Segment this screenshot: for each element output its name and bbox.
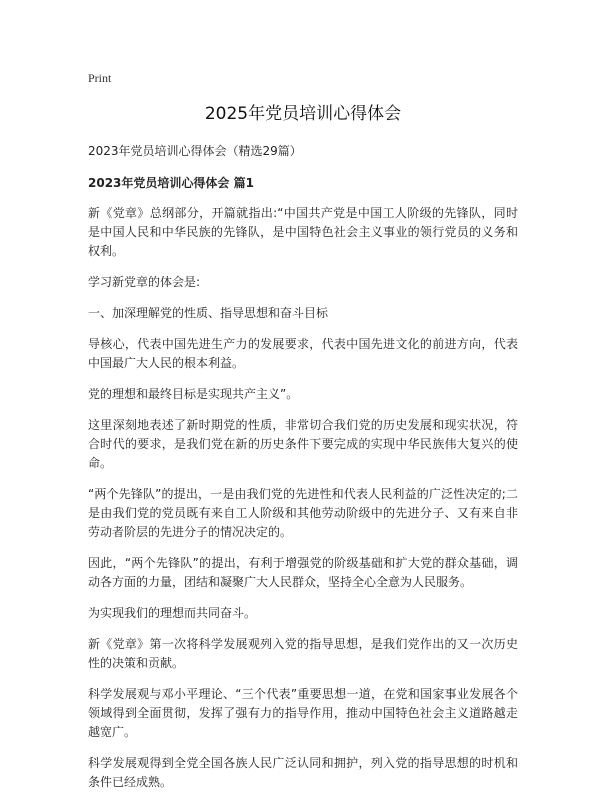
section-heading: 2023年党员培训心得体会 篇1 [88, 176, 254, 190]
paragraph: 新《党章》第一次将科学发展观列入党的指导思想，是我们党作出的又一次历史性的决策和贡献。 [88, 637, 518, 670]
paragraph: 科学发展观得到全党全国各族人民广泛认同和拥护，列入党的指导思想的时机和条件已经成熟。 [88, 756, 518, 789]
paragraph: 因此，“两个先锋队”的提出，有利于增强党的阶级基础和扩大党的群众基础，调动各方面的力量，团结和凝聚广大人民群众，坚持全心全意为人民服务。 [88, 556, 518, 589]
paragraph: 党的理想和最终目标是实现共产主义”。 [88, 387, 299, 401]
paragraph: 导核心，代表中国先进生产力的发展要求，代表中国先进文化的前进方向，代表中国最广大人民的根本利益。 [88, 337, 518, 370]
paragraph: “两个先锋队”的提出，一是由我们党的先进性和代表人民利益的广泛性决定的;二是由我们党的党员既有来自工人阶级和其他劳动阶级中的先进分子、又有来自非劳动者阶层的先进分子的情况决定的。 [88, 487, 518, 539]
paragraph: 新《党章》总纲部分，开篇就指出:“中国共产党是中国工人阶级的先锋队，同时是中国人民和中华民族的先锋队，是中国特色社会主义事业的领行党员的义务和权利。 [88, 206, 518, 258]
paragraph: 为实现我们的理想而共同奋斗。 [88, 606, 257, 620]
page-title: 2025年党员培训心得体会 [204, 104, 402, 124]
document-page [88, 70, 518, 804]
paragraph: 一、加深理解党的性质、指导思想和奋斗目标 [88, 306, 329, 320]
paragraph: 这里深刻地表述了新时期党的性质，非常切合我们党的历史发展和现实状况，符合时代的要求，是我们党在新的历史条件下要完成的实现中华民族伟大复兴的使命。 [88, 418, 518, 470]
paragraph: 学习新党章的体会是: [88, 275, 201, 289]
print-link[interactable]: Print [88, 71, 112, 85]
document-subtitle: 2023年党员培训心得体会（精选29篇） [88, 144, 302, 158]
paragraph: 科学发展观与邓小平理论、“三个代表”重要思想一道，在党和国家事业发展各个领域得到全面贯彻，发挥了强有力的指导作用，推动中国特色社会主义道路越走越宽广。 [88, 687, 518, 739]
